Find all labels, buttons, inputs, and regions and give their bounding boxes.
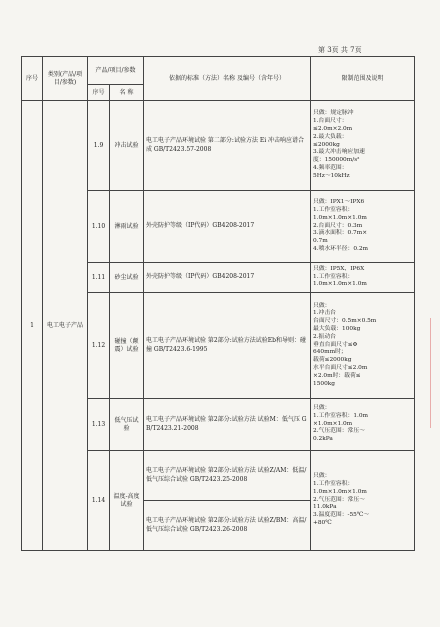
row-number: 1.11 — [88, 263, 110, 293]
row-name: 低气压试验 — [110, 399, 144, 451]
group-seq: 1 — [22, 101, 43, 551]
row-number: 1.13 — [88, 399, 110, 451]
row-limits: 只做：规定脉冲 1.台面尺寸： ≤2.0m×2.0m 2.最大负载： ≤2000kg 3.最大冲击响应加速 度：150000m/s² 4.频率范围： 5Hz～10kHz — [311, 101, 415, 191]
row-standard: 电工电子产品环境试验 第2部分:试验方法 试验Z/AM：低温/低气压综合试验 GB/T2423.25-2008 — [144, 451, 311, 501]
row-number: 1.9 — [88, 101, 110, 191]
row-limits: 只做：IP5X、IP6X 1.工作室容积： 1.0m×1.0m×1.0m — [311, 263, 415, 293]
row-number: 1.12 — [88, 293, 110, 399]
header-category: 类别(产品/项目/参数) — [43, 57, 88, 101]
page-number: 第 3页 共 7页 — [318, 46, 362, 54]
row-standard: 电工电子产品环境试验 第2部分:试验方法 试验M：低气压 GB/T2423.21-2008 — [144, 399, 311, 451]
row-standard: 电工电子产品环境试验 第2部分:试验方法试验Eb和导则：碰撞 GB/T2423.6-1995 — [144, 293, 311, 399]
row-number: 1.14 — [88, 451, 110, 551]
row-standard: 外壳防护等级（IP代码）GB4208-2017 — [144, 191, 311, 263]
row-limits: 只做： 1.冲击台 台面尺寸：0.5m×0.5m 最大负载：100kg 2.振动台 垂直台面尺寸≤Φ 640mm时； 载荷≤2000kg 水平台面尺寸≤2.0m ×2.0m时：载荷≤ 1500kg — [311, 293, 415, 399]
row-name: 淋雨试验 — [110, 191, 144, 263]
table-row — [22, 101, 415, 191]
red-stamp-edge — [430, 318, 440, 428]
header-standard: 依据的标准（方法）名称 及编号（含年号） — [144, 57, 311, 101]
row-number: 1.10 — [88, 191, 110, 263]
row-name: 碰撞（颠震）试验 — [110, 293, 144, 399]
header-product-group: 产品/项目/参数 — [88, 57, 144, 85]
row-limits: 只做： 1.工作室容积： 1.0m×1.0m×1.0m 2.气压范围：常压～ 11.0kPa 3.温度范围：-55℃～ +80℃ — [311, 451, 415, 551]
row-standard: 电工电子产品环境试验 第二部分:试验方法 Ei 冲击响应谱合成 GB/T2423.57-2008 — [144, 101, 311, 191]
row-standard: 电工电子产品环境试验 第2部分:试验方法 试验Z/BM：高温/低气压综合试验 GB/T2423.26-2008 — [144, 501, 311, 551]
row-standard: 外壳防护等级（IP代码）GB4208-2017 — [144, 263, 311, 293]
row-name: 温度-高度试验 — [110, 451, 144, 551]
header-limit: 限制范围及说明 — [311, 57, 415, 101]
row-name: 砂尘试验 — [110, 263, 144, 293]
row-limits: 只做： 1.工作室容积：1.0m ×1.0m×1.0m 2.气压范围：常压～ 0.2kPa — [311, 399, 415, 451]
group-category: 电工电子产品 — [43, 101, 88, 551]
header-seq: 序号 — [22, 57, 43, 101]
scope-table — [21, 56, 415, 551]
header-sub-seq: 序号 — [88, 85, 110, 101]
row-limits: 只做：IPX1～IPX6 1.工作室容积： 1.0m×1.0m×1.0m 2.台面尺寸：0.3m 3.滴水面积：0.7m× 0.7m 4.喷水环半径：0.2m — [311, 191, 415, 263]
row-name: 冲击试验 — [110, 101, 144, 191]
header-name: 名 称 — [110, 85, 144, 101]
